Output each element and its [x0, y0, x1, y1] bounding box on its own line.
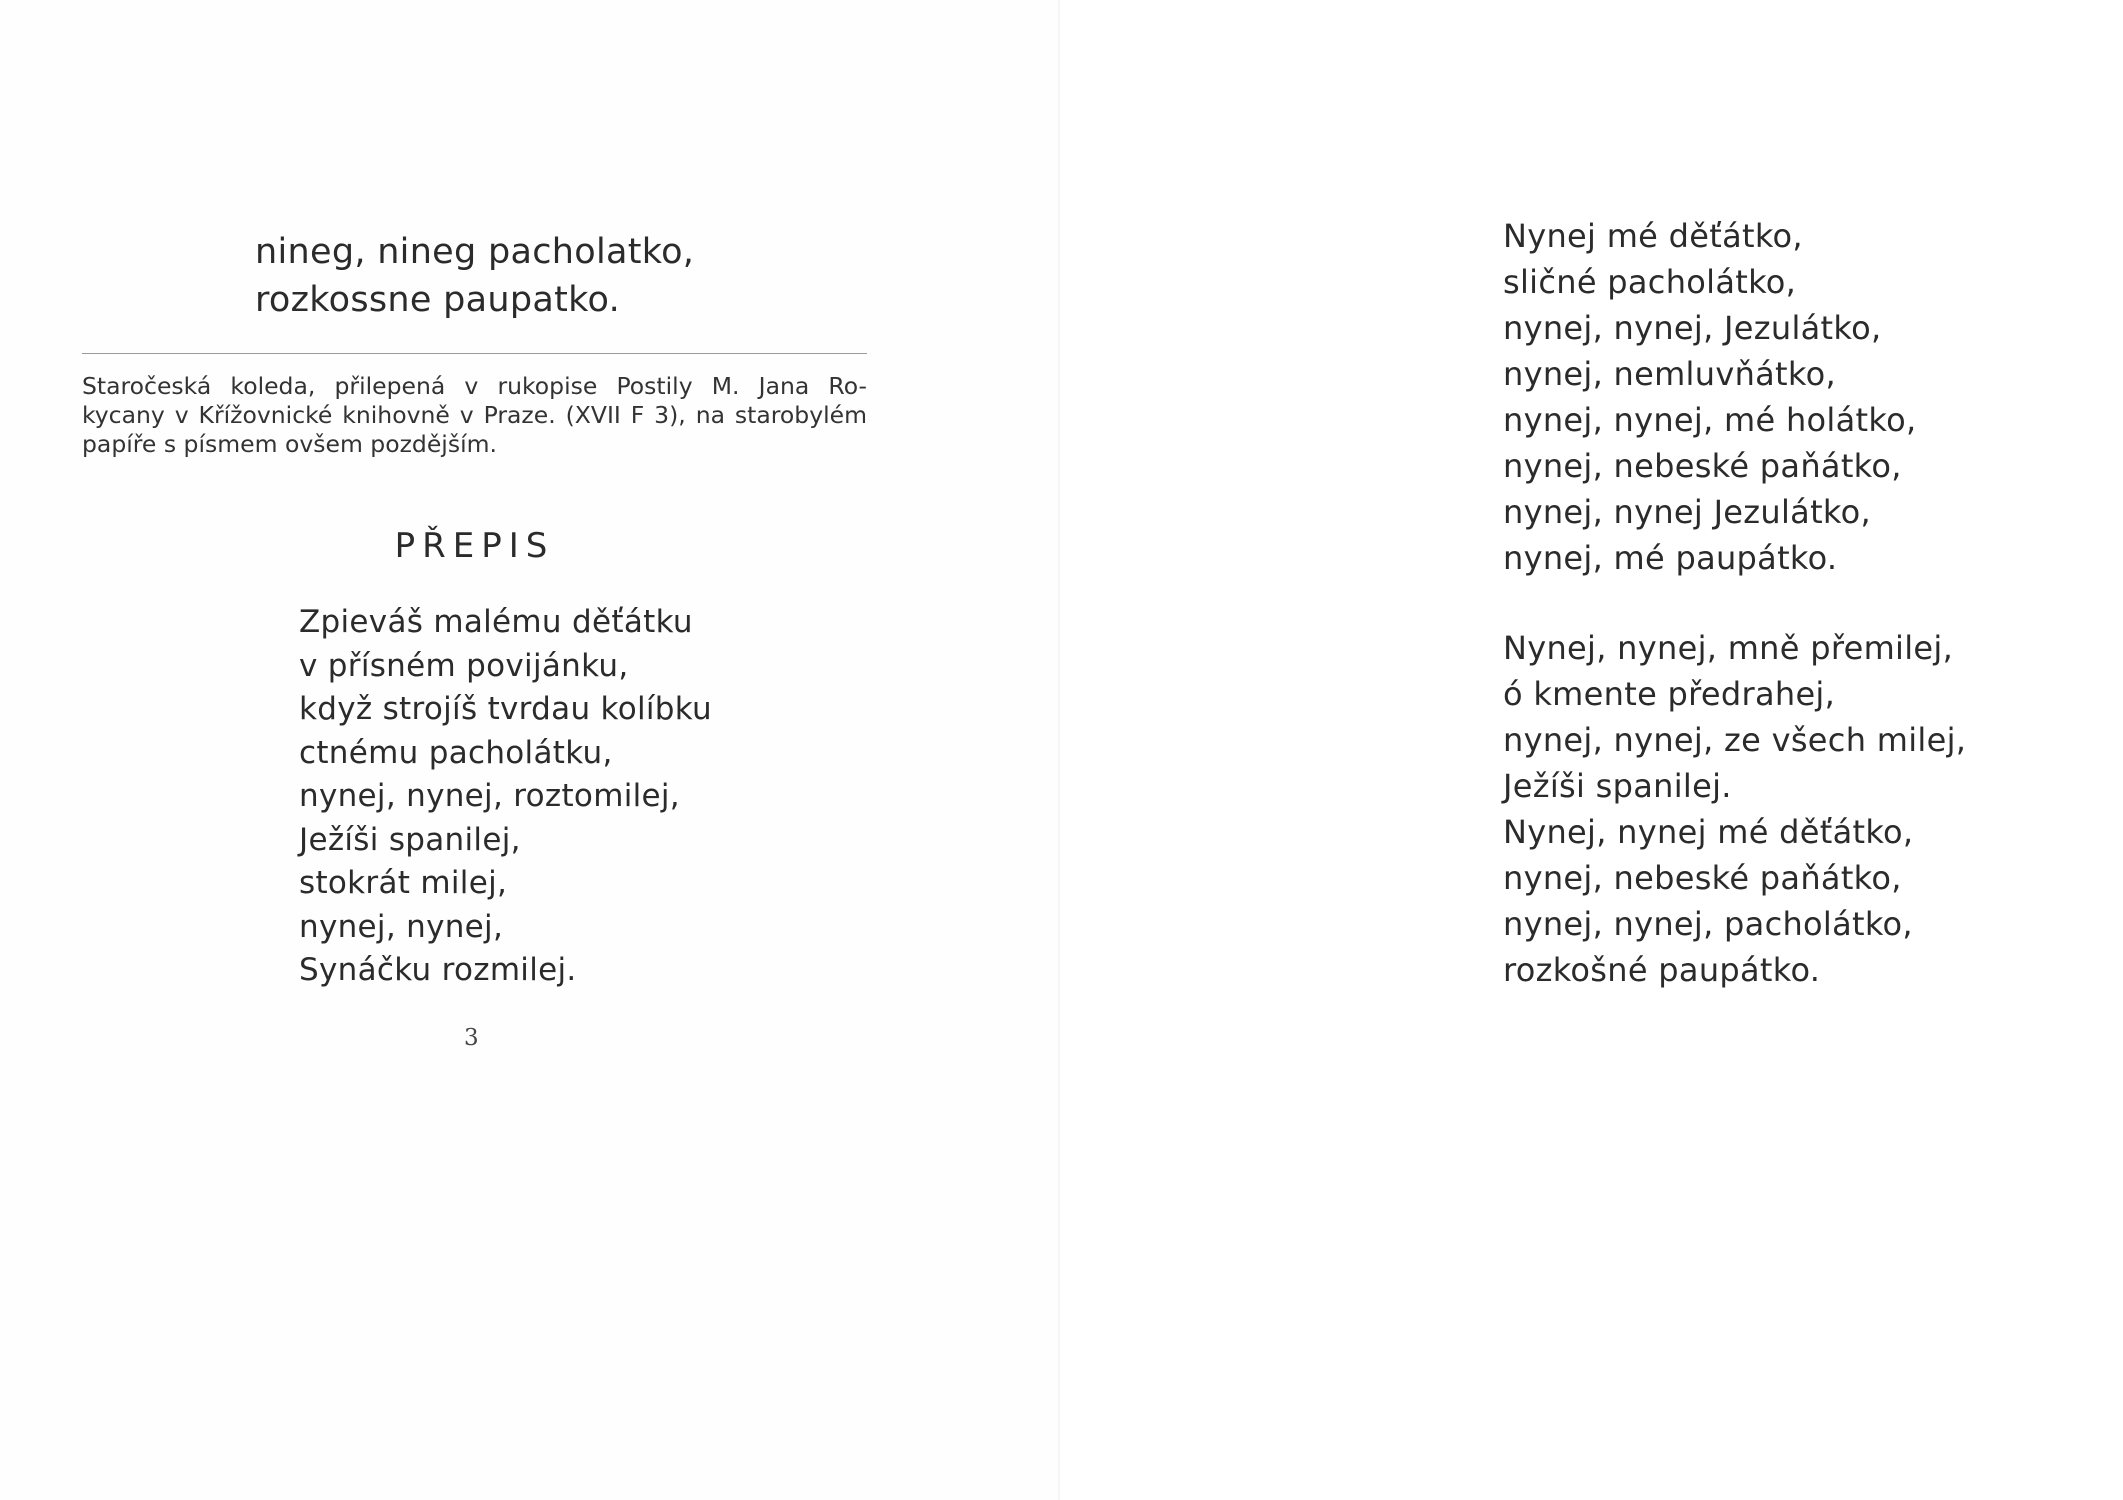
verse-line: když strojíš tvrdau kolíbku [299, 691, 713, 727]
note-line: kycany v Křížovnické knihovně v Praze. (XVII F 3), na starobylém [82, 401, 867, 429]
verse-line: Ježíši spanilej, [299, 821, 521, 858]
stanza-1 [1503, 213, 1966, 581]
verse-line: nynej, nynej, roztomilej, [299, 778, 680, 814]
source-note [82, 372, 867, 459]
verse-line: nynej, mé paupátko. [1503, 539, 1838, 577]
verse-line: nynej, nynej, ze všech milej, [1503, 721, 1967, 759]
divider-rule [82, 353, 867, 354]
verse-line: nynej, nebeské paňátko, [1503, 859, 1902, 897]
verse-line: sličné pacholátko, [1503, 263, 1797, 301]
verse-line: rozkošné paupátko. [1503, 951, 1821, 989]
verse-line: nynej, nynej, Jezulátko, [1503, 309, 1882, 347]
verse-line: v přísném povijánku, [299, 647, 629, 684]
note-line: papíře s písmem ovšem pozdějším. [82, 430, 497, 458]
section-heading: PŘEPIS [394, 526, 555, 566]
verse-line: Ježíši spanilej. [1503, 767, 1732, 805]
stanza-gap [1503, 581, 1966, 625]
verse-ending [255, 228, 694, 324]
verse-line: Nynej, nynej, mně přemilej, [1503, 629, 1954, 667]
verse-line: Nynej, nynej mé děťátko, [1503, 813, 1914, 851]
verse-line: ó kmente předrahej, [1503, 675, 1836, 713]
lullaby-verse [1503, 213, 1966, 993]
verse-line: nynej, nynej, [299, 908, 504, 945]
stanza-2 [1503, 625, 1966, 993]
verse-line: nynej, nynej Jezulátko, [1503, 493, 1871, 531]
left-page [0, 0, 1060, 1500]
verse-line: Zpieváš malému děťátku [299, 604, 693, 640]
verse-line: nineg, nineg pacholatko, [255, 232, 695, 272]
verse-line: nynej, nynej, mé holátko, [1503, 401, 1917, 439]
verse-line: nynej, nynej, pacholátko, [1503, 905, 1913, 943]
page-number: 3 [464, 1025, 479, 1051]
verse-line: Synáčku rozmilej. [299, 952, 577, 988]
verse-line: Nynej mé děťátko, [1503, 217, 1803, 255]
verse-line: ctnému pacholátku, [299, 734, 613, 771]
verse-line: rozkossne paupatko. [255, 280, 621, 320]
transcription-verse [299, 601, 712, 993]
note-line: Staročeská koleda, přilepená v rukopise Postily M. Jana Ro- [82, 372, 867, 400]
verse-line: nynej, nemluvňátko, [1503, 355, 1836, 393]
verse-line: nynej, nebeské paňátko, [1503, 447, 1902, 485]
verse-line: stokrát milej, [299, 865, 508, 901]
